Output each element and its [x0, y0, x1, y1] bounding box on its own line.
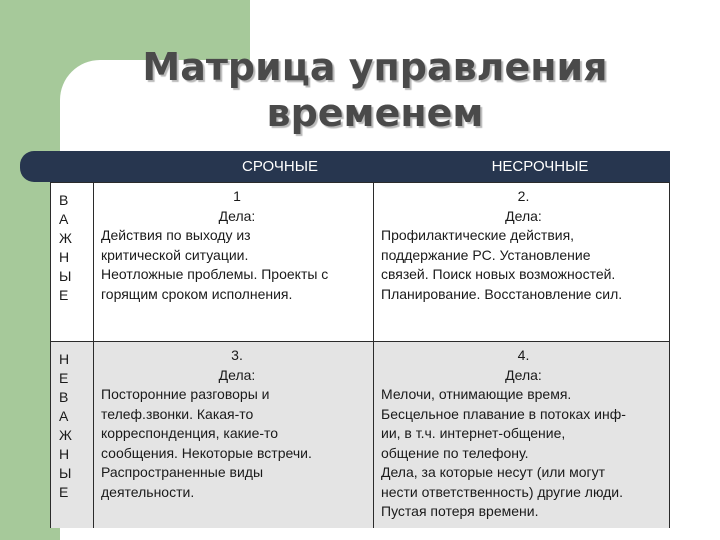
column-header-urgent: СРОЧНЫЕ: [242, 158, 318, 175]
row-label-letter: Е: [59, 370, 69, 386]
quadrant-heading: Дела:: [218, 207, 256, 224]
quadrant-heading: Дела:: [218, 366, 256, 383]
column-divider: [93, 342, 94, 528]
quadrant-1-cell: [101, 187, 373, 304]
time-management-matrix: [50, 182, 670, 528]
quadrant-3-cell: [101, 346, 373, 502]
quadrant-description: Профилактические действия, поддержание PC. Установление связей. Поиск новых возможностей. Планирование. Восстановление сил.: [381, 227, 623, 302]
quadrant-heading: Дела:: [505, 366, 542, 383]
quadrant-2-cell: [381, 187, 666, 304]
row-label-letter: Ж: [59, 230, 72, 246]
quadrant-description: Действия по выходу из критической ситуации. Неотложные проблемы. Проекты с горящим сроком исполнения.: [101, 227, 329, 302]
row-label-letter: Ж: [59, 427, 72, 443]
column-divider: [93, 183, 94, 341]
row-label-letter: В: [59, 389, 69, 405]
quadrant-4-cell: [381, 346, 666, 522]
row-label-letter: Е: [59, 287, 69, 303]
matrix-row-important: [51, 183, 669, 342]
matrix-header-bar: [20, 151, 670, 182]
row-label-letter: Ы: [59, 268, 72, 284]
row-label-letter: Н: [59, 249, 70, 265]
row-label-letter: Ы: [59, 465, 72, 481]
row-label-letter: Е: [59, 484, 69, 500]
slide-title-line-2: временем: [266, 91, 484, 135]
row-label-letter: В: [59, 192, 69, 208]
quadrant-number: 2.: [517, 188, 530, 204]
quadrant-number: 1: [233, 188, 241, 204]
row-label-letter: Н: [59, 351, 70, 367]
row-label-letter: А: [59, 408, 69, 424]
quadrant-heading: Дела:: [505, 207, 542, 224]
row-label-letter: А: [59, 211, 69, 227]
quadrant-number: 4.: [517, 347, 530, 363]
quadrant-description: Мелочи, отнимающие время. Бесцельное плавание в потоках инф- ии, в т.ч. интернет-общение, общение по телефону. Дела, за которые несут (или могут нести ответственность) другие люди. Пустая потеря времени.: [381, 386, 626, 519]
quadrant-number: 3.: [231, 347, 243, 363]
quadrant-description: Посторонние разговоры и телеф.звонки. Какая-то корреспонденция, какие-то сообщения. Некоторые встречи. Распространенные виды деятельности.: [101, 386, 312, 500]
matrix-row-unimportant: [51, 342, 669, 528]
row-label-letter: Н: [59, 446, 70, 462]
column-header-nonurgent: НЕСРОЧНЫЕ: [491, 158, 589, 175]
row-label-unimportant: [51, 350, 93, 502]
slide-title-line-1: Матрица управления: [142, 45, 608, 89]
row-label-important: [51, 191, 93, 305]
slide-title: [110, 44, 640, 136]
column-divider: [373, 342, 374, 528]
column-divider: [373, 183, 374, 341]
